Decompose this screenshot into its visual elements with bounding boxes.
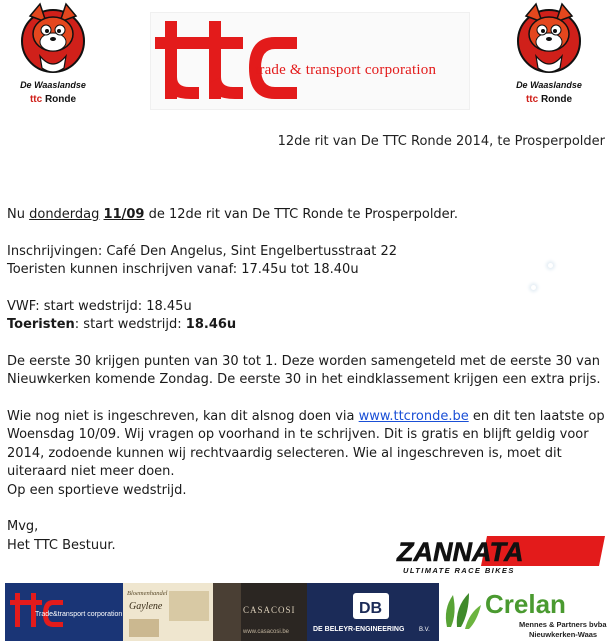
ttc-banner <box>150 12 470 110</box>
mascot-logo-left <box>20 2 86 114</box>
registration-location: Inschrijvingen: Café Den Angelus, Sint Engelbertusstraat 22 <box>7 243 398 259</box>
zannata-sponsor-logo[interactable] <box>391 530 607 576</box>
intro-line: Nu donderdag 11/09 de 12de rit van De TTC Ronde te Prosperpolder. <box>7 207 458 222</box>
sponsor-casacosi[interactable] <box>213 583 307 641</box>
ttcronde-link[interactable]: www.ttcronde.be <box>358 408 469 424</box>
registration-paragraph: Wie nog niet is ingeschreven, kan dit alsnog doen via www.ttcronde.be en dit ten laatste op Woensdag 10/09. Wij vragen op voorhand in te schrijven. Dit is gratis en blijft geldig voor 2014, zodoende kunnen wij rechtvaardig selecteren. Wie al ingeschreven is, moet dit uiteraard niet meer doen. <box>7 408 605 479</box>
sponsor-ttc[interactable] <box>5 583 123 641</box>
beleyr-logo-icon <box>307 583 439 641</box>
zannata-logo-icon <box>391 530 607 576</box>
svg-text:DE BELEYR-ENGINEERING: DE BELEYR-ENGINEERING <box>313 626 405 633</box>
ttc-sponsor-label: Trade&transport corporation <box>35 611 123 618</box>
ride-day: donderdag <box>29 207 100 222</box>
zannata-wordmark: ZANNATA <box>397 537 524 567</box>
svg-text:Nieuwkerken-Waas: Nieuwkerken-Waas <box>529 630 598 639</box>
tourist-start: Toeristen: start wedstrijd: 18.46u <box>7 317 237 332</box>
vwf-start: VWF: start wedstrijd: 18.45u <box>7 298 192 314</box>
ttc-logo-icon <box>151 13 469 109</box>
svg-text:B.V.: B.V. <box>419 627 430 633</box>
mascot-caption: De Waaslandse <box>20 80 86 90</box>
mascot-brand: ttc Ronde <box>525 94 573 105</box>
points-paragraph: De eerste 30 krijgen punten van 30 tot 1. Deze worden samengeteld met de eerste 30 van Nieuwkerken komende Zondag. De eerste 30 in het eindklassement krijgen een extra prijs. <box>7 353 601 387</box>
sponsor-beleyr[interactable] <box>307 583 439 641</box>
sponsor-crelan[interactable] <box>439 583 609 641</box>
zannata-tagline: ULTIMATE RACE BIKES <box>403 566 515 575</box>
signature: Het TTC Bestuur. <box>7 537 116 553</box>
banner-tagline: trade & transport corporation <box>255 62 437 78</box>
svg-text:Bloemenhandel: Bloemenhandel <box>127 590 168 597</box>
mascot-logo-right <box>516 2 582 114</box>
sponsor-gaylene[interactable] <box>123 583 213 641</box>
article-body <box>7 206 607 555</box>
svg-text:DB: DB <box>359 600 383 617</box>
casacosi-logo-icon <box>213 583 307 641</box>
ttc-logo-icon <box>5 583 123 641</box>
fox-mascot-icon <box>516 2 582 80</box>
svg-text:CASACOSI: CASACOSI <box>243 605 296 615</box>
sponsor-strip <box>5 583 609 641</box>
svg-text:Gaylene: Gaylene <box>129 601 163 612</box>
mascot-caption: De Waaslandse <box>516 80 582 90</box>
mascot-brand: ttc Ronde <box>29 94 77 105</box>
crelan-logo-icon <box>439 583 609 641</box>
flower-shop-icon <box>123 583 213 641</box>
svg-text:Crelan: Crelan <box>485 589 566 619</box>
fox-mascot-icon <box>20 2 86 80</box>
registration-times: Toeristen kunnen inschrijven vanaf: 17.45u tot 18.40u <box>7 262 359 277</box>
ride-date: 11/09 <box>103 207 145 222</box>
greeting: Mvg, <box>7 519 39 534</box>
svg-text:www.casacosi.be: www.casacosi.be <box>243 629 290 635</box>
page-subtitle: 12de rit van De TTC Ronde 2014, te Prosperpolder <box>277 134 605 149</box>
svg-text:Mennes & Partners bvba: Mennes & Partners bvba <box>519 620 607 629</box>
sportive-line: Op een sportieve wedstrijd. <box>7 482 187 498</box>
